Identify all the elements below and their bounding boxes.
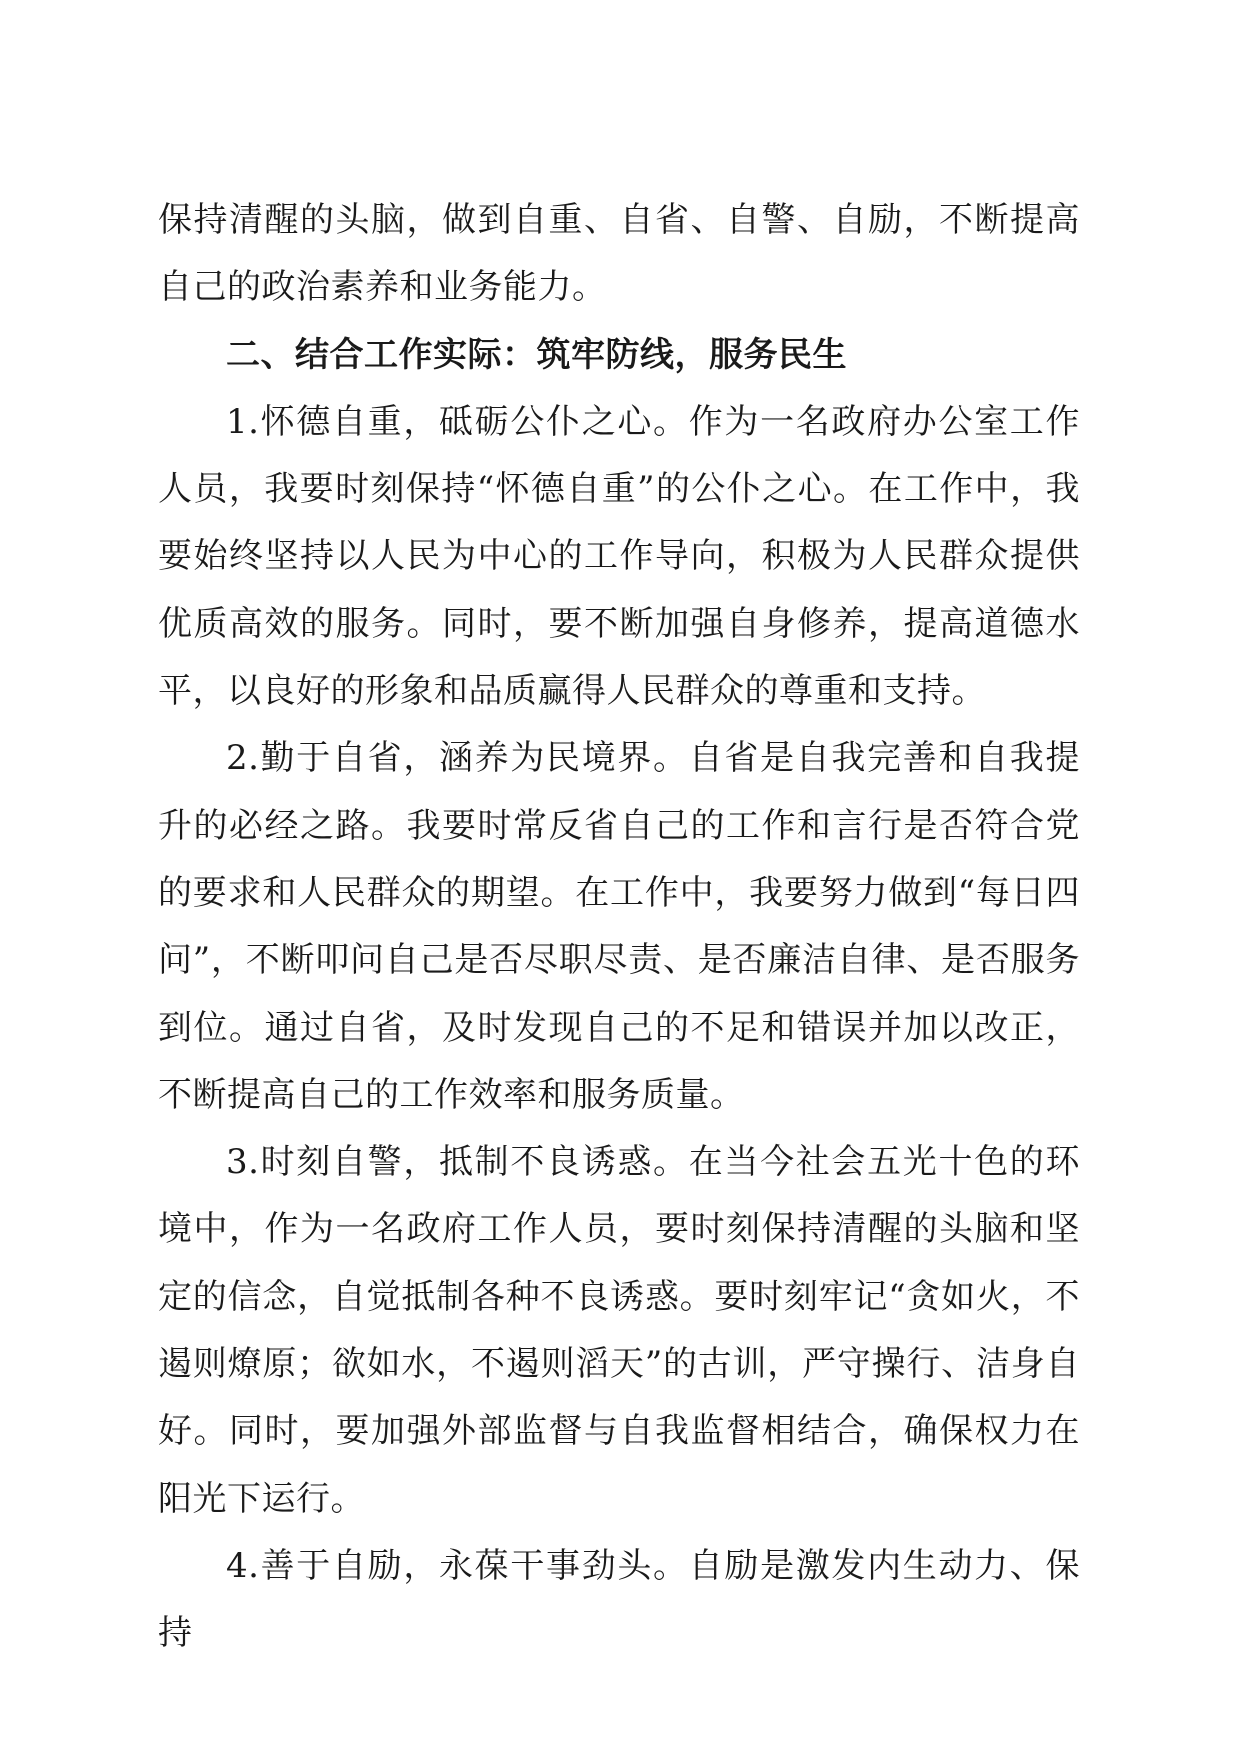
document-body [158, 187, 1080, 1668]
paragraph-item-3: 3.时刻自警，抵制不良诱惑。在当今社会五光十色的环境中，作为一名政府工作人员，要时刻保持清醒的头脑和坚定的信念，自觉抵制各种不良诱惑。要时刻牢记“贪如火，不遏则燎原；欲如水，不遏则滔天”的古训，严守操行、洁身自好。同时，要加强外部监督与自我监督相结合，确保权力在阳光下运行。 [158, 1142, 1080, 1519]
paragraph-item-1: 1.怀德自重，砥砺公仆之心。作为一名政府办公室工作人员，我要时刻保持“怀德自重”的公仆之心。在工作中，我要始终坚持以人民为中心的工作导向，积极为人民群众提供优质高效的服务。同时，要不断加强自身修养，提高道德水平，以良好的形象和品质赢得人民群众的尊重和支持。 [158, 401, 1080, 712]
section-heading: 二、结合工作实际：筑牢防线，服务民生 [226, 334, 847, 375]
paragraph-item-4: 4.善于自励，永葆干事劲头。自励是激发内生动力、保持 [158, 1545, 1080, 1654]
paragraph-item-2: 2.勤于自省，涵养为民境界。自省是自我完善和自我提升的必经之路。我要时常反省自己的工作和言行是否符合党的要求和人民群众的期望。在工作中，我要努力做到“每日四问”，不断叩问自己是否尽职尽责、是否廉洁自律、是否服务到位。通过自省，及时发现自己的不足和错误并加以改正，不断提高自己的工作效率和服务质量。 [158, 738, 1080, 1115]
continuation-paragraph: 保持清醒的头脑，做到自重、自省、自警、自励，不断提高自己的政治素养和业务能力。 [158, 200, 1080, 308]
